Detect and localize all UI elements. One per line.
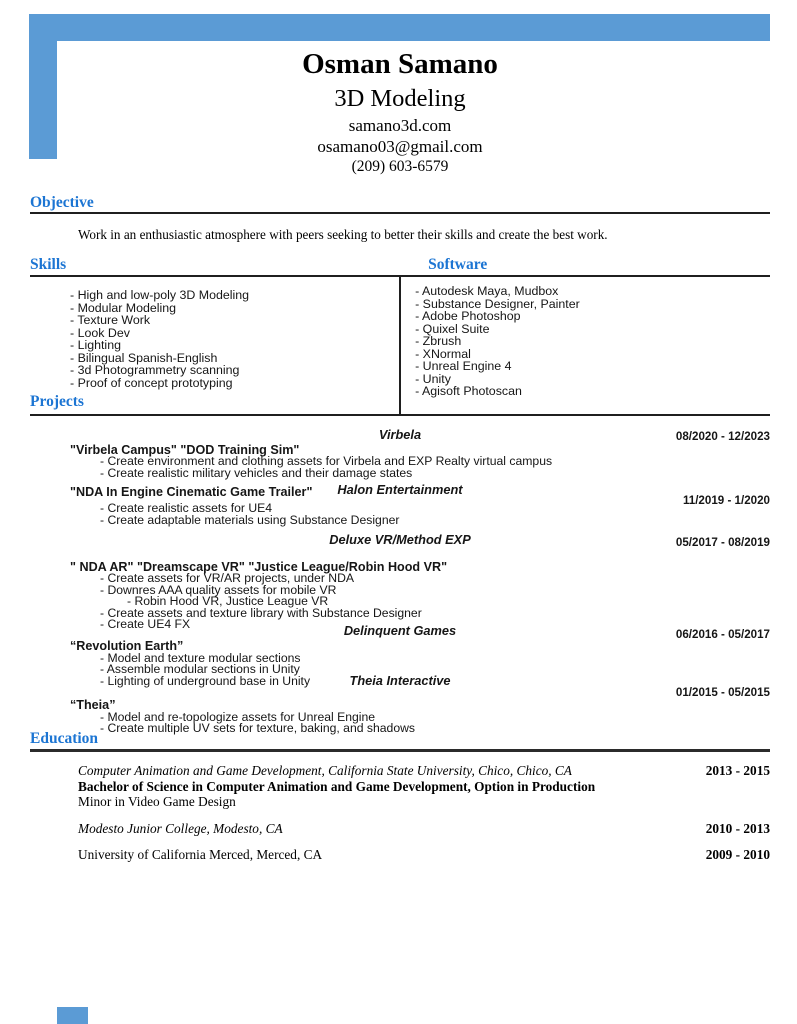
project-title: "NDA In Engine Cinematic Game Trailer" <box>70 485 313 500</box>
skill-item: - 3d Photogrammetry scanning <box>70 363 240 377</box>
skill-item: - Lighting <box>70 338 121 352</box>
person-name: Osman Samano <box>302 48 498 80</box>
project-title: “Theia” <box>70 698 116 713</box>
software-item: - Agisoft Photoscan <box>415 384 522 398</box>
project-company: Virbela <box>378 427 422 442</box>
project-bullet: - Create adaptable materials using Substance Designer <box>100 512 400 527</box>
project-header <box>30 673 770 700</box>
phone-text: (209) 603-6579 <box>351 158 449 175</box>
section-skills-heading: Skills <box>30 256 67 273</box>
project-bullet: - Model and texture modular sections <box>100 650 301 665</box>
education-school: Computer Animation and Game Development, California State University, Chico, Chico, CA <box>78 763 572 779</box>
project-sub-bullet: - Robin Hood VR, Justice League VR <box>127 594 329 609</box>
projects-section <box>30 416 770 734</box>
skill-item: - Proof of concept prototyping <box>70 375 233 390</box>
resume-page <box>30 0 770 863</box>
project-company: Delinquent Games <box>343 623 457 639</box>
education-entry <box>30 763 770 810</box>
project-bullet: - Create UE4 FX <box>100 617 191 632</box>
skills-list <box>70 289 399 389</box>
project-title: " NDA AR" "Dreamscape VR" "Justice League/Robin Hood VR" <box>70 560 448 575</box>
skill-item: - High and low-poly 3D Modeling <box>70 288 250 302</box>
education-dates: 2013 - 2015 <box>705 763 770 779</box>
email-text: osamano03@gmail.com <box>317 137 483 156</box>
project-bullets <box>100 456 770 479</box>
project-bullet: - Create assets and texture library with Substance Designer <box>100 605 422 620</box>
education-entry <box>30 847 770 863</box>
project-header <box>30 428 770 442</box>
skill-item: - Texture Work <box>70 313 151 327</box>
project-entry <box>30 533 770 630</box>
objective-text: Work in an enthusiastic atmosphere with peers seeking to better their skills and create the best work. <box>78 227 608 242</box>
software-column <box>401 277 580 414</box>
software-list <box>415 285 580 398</box>
software-item: - Unreal Engine 4 <box>415 359 512 373</box>
project-bullet: - Create multiple UV sets for texture, baking, and shadows <box>100 720 415 735</box>
next-page-corner <box>57 1007 88 1024</box>
project-company: Deluxe VR/Method EXP <box>329 532 471 548</box>
project-bullets <box>100 573 770 630</box>
skill-item: - Bilingual Spanish-English <box>70 350 218 365</box>
project-bullet: - Create assets for VR/AR projects, under NDA <box>100 571 354 586</box>
project-bullet: - Create realistic military vehicles and their damage states <box>100 465 413 480</box>
project-bullet: - Lighting of underground base in Unity <box>100 673 311 688</box>
software-item: - Substance Designer, Painter <box>415 296 580 311</box>
education-school: University of California Merced, Merced, CA <box>78 847 323 863</box>
section-projects-heading: Projects <box>30 393 84 410</box>
section-objective-heading: Objective <box>30 195 770 214</box>
project-header <box>30 623 770 642</box>
skills-software-box <box>30 277 770 416</box>
project-dates: 06/2016 - 05/2017 <box>675 628 770 642</box>
education-entry <box>30 821 770 837</box>
project-header <box>30 482 770 508</box>
website-text: samano3d.com <box>348 116 452 135</box>
project-dates: 08/2020 - 12/2023 <box>675 430 770 443</box>
project-entry <box>30 483 770 526</box>
project-title: “Revolution Earth” <box>70 639 184 654</box>
education-dates: 2009 - 2010 <box>705 847 770 863</box>
education-dates: 2010 - 2013 <box>705 820 770 836</box>
project-entry <box>30 428 770 479</box>
software-item: - Unity <box>415 371 451 386</box>
project-company: Halon Entertainment <box>337 482 463 498</box>
project-header <box>30 532 770 550</box>
project-bullet: - Downres AAA quality assets for mobile VR <box>100 582 337 597</box>
project-dates: 01/2015 - 05/2015 <box>675 686 770 700</box>
person-role: 3D Modeling <box>334 85 466 112</box>
project-company: Theia Interactive <box>349 673 451 689</box>
software-item: - XNormal <box>415 346 471 361</box>
skills-software-headings <box>30 257 770 277</box>
education-degree: Bachelor of Science in Computer Animation and Game Development, Option in Production <box>78 778 596 794</box>
project-bullet: - Create realistic assets for UE4 <box>100 501 273 516</box>
software-item: - Quixel Suite <box>415 321 490 336</box>
project-title: "Virbela Campus" "DOD Training Sim" <box>70 443 300 457</box>
skills-column <box>30 277 401 414</box>
software-item: - Adobe Photoshop <box>415 309 521 323</box>
project-bullet: - Model and re-topologize assets for Unreal Engine <box>100 709 376 724</box>
section-education-heading: Education <box>30 731 770 752</box>
software-item: - Autodesk Maya, Mudbox <box>415 284 559 298</box>
section-software-heading: Software <box>428 256 488 273</box>
project-bullets <box>100 503 770 526</box>
software-item: - Zbrush <box>415 334 462 348</box>
skill-item: - Look Dev <box>70 325 130 340</box>
education-school: Modesto Junior College, Modesto, CA <box>78 820 283 836</box>
project-dates: 05/2017 - 08/2019 <box>675 536 770 550</box>
project-dates: 11/2019 - 1/2020 <box>682 494 770 508</box>
project-bullet: - Create environment and clothing assets for Virbela and EXP Realty virtual campus <box>100 454 553 469</box>
project-bullet: - Assemble modular sections in Unity <box>100 662 300 677</box>
resume-header <box>30 48 770 176</box>
education-minor: Minor in Video Game Design <box>78 794 236 810</box>
skill-item: - Modular Modeling <box>70 300 177 315</box>
project-entry <box>30 674 770 734</box>
